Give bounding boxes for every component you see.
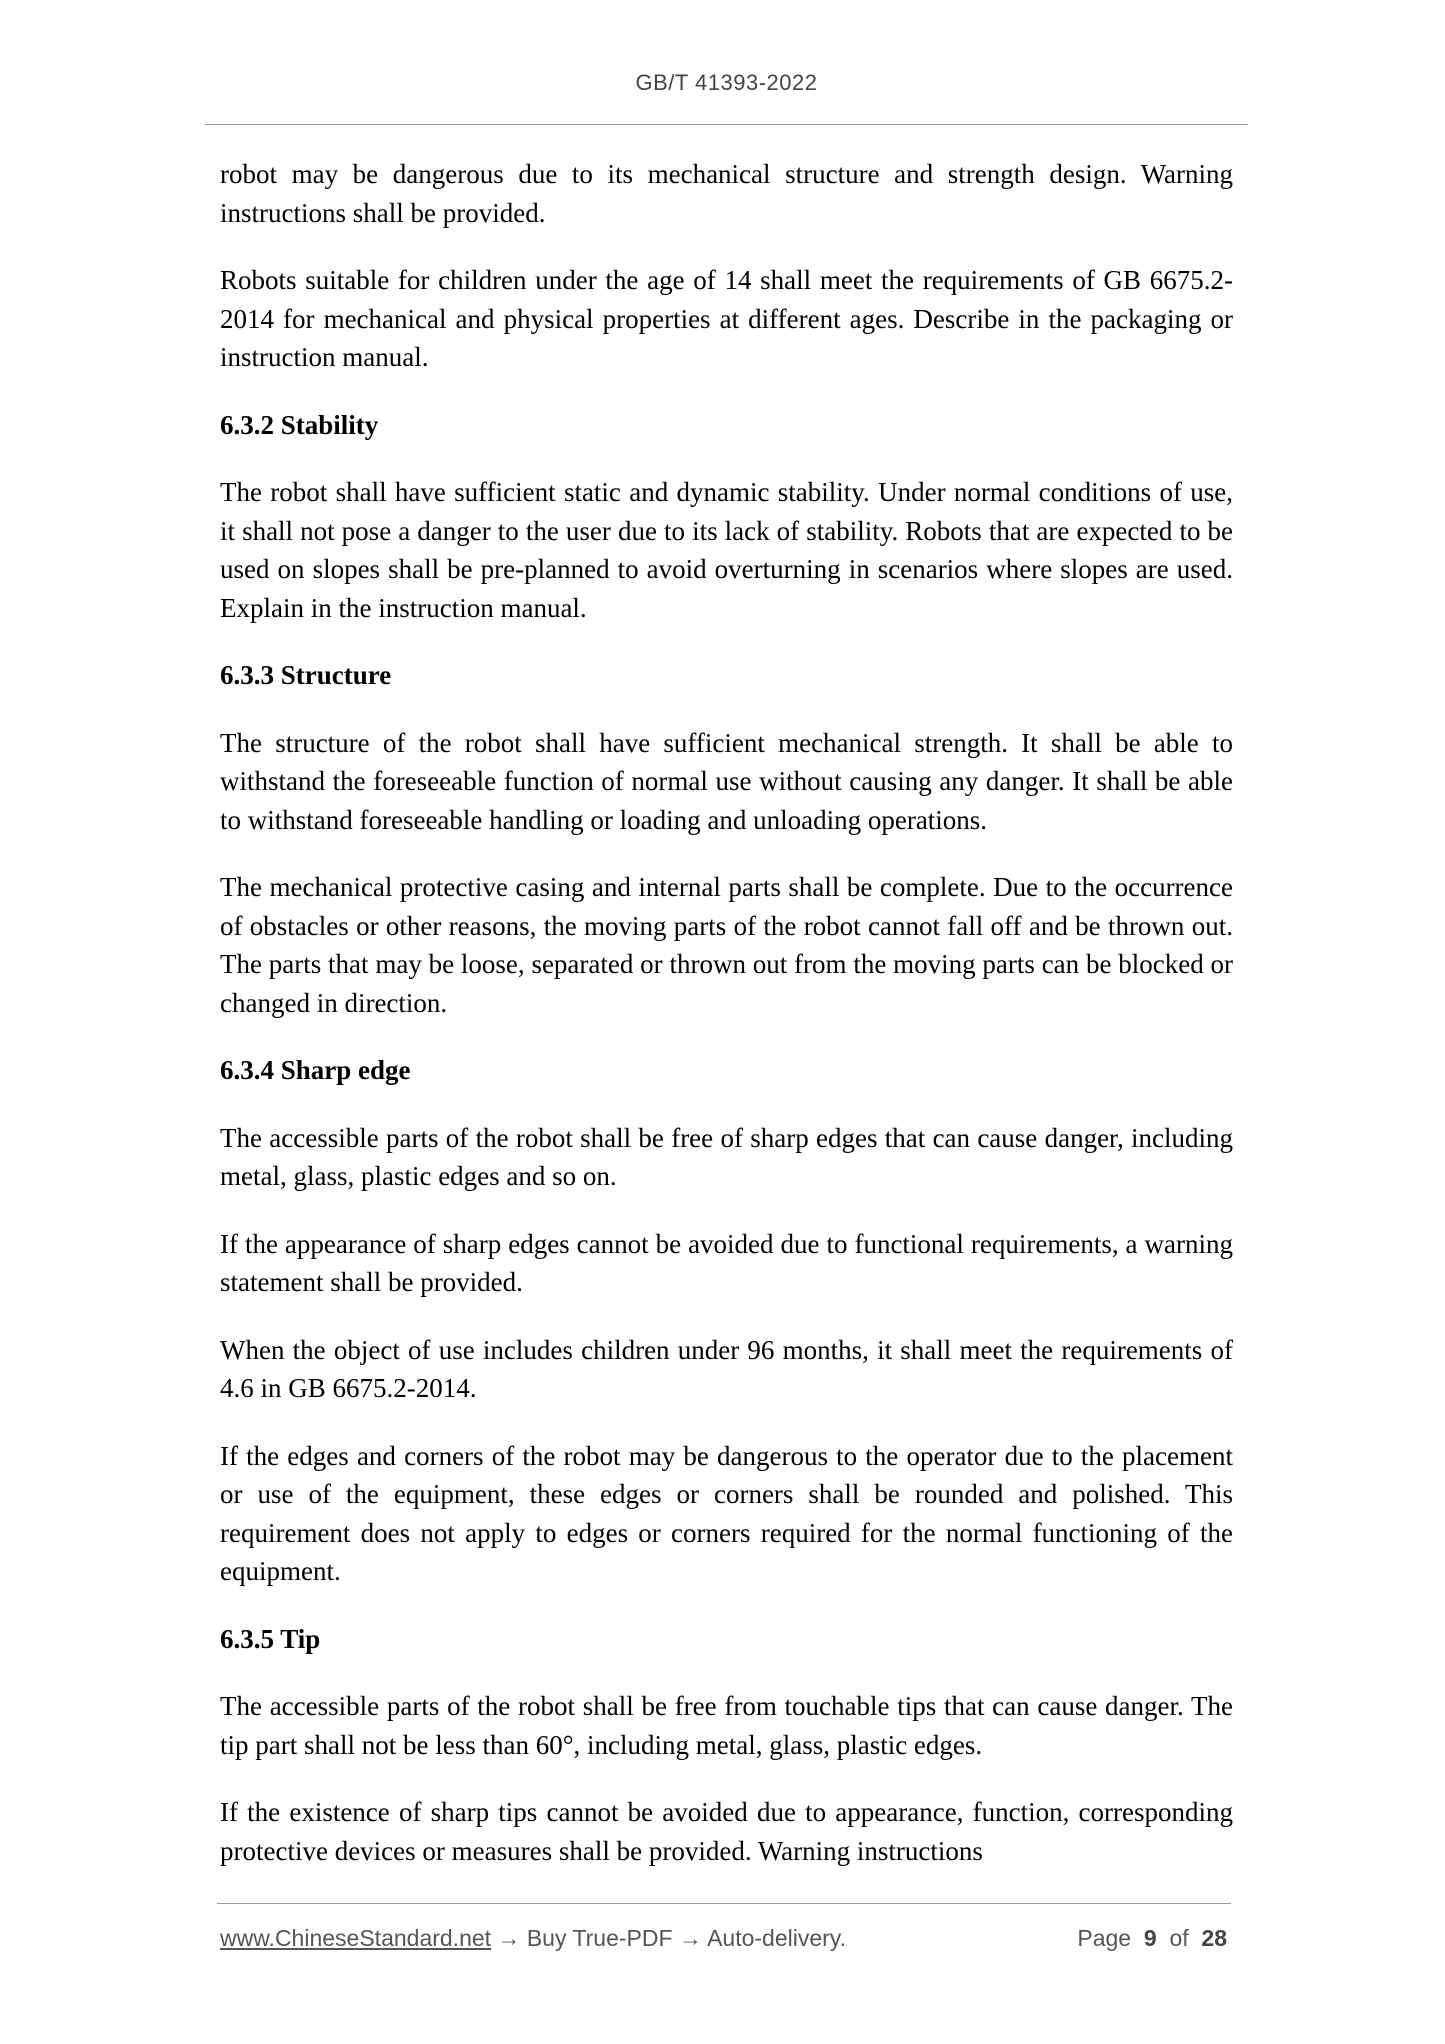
paragraph: The robot shall have sufficient static and dynamic stability. Under normal conditions of use, it shall not pose a danger to the user due to its lack of stability. Robots that are expected to be used on slopes shall be pre-planned to avoid overturning in scenarios where slopes are used. Explain in the instruction manual. [220,477,1233,623]
section-heading-stability: 6.3.2 Stability [220,409,379,440]
section-heading-sharp-edge: 6.3.4 Sharp edge [220,1055,411,1085]
page-label: Page [1077,1925,1132,1951]
buy-pdf-text: Buy True-PDF [526,1925,673,1951]
paragraph: robot may be dangerous due to its mechanical structure and strength design. Warning instructions shall be provided. [220,159,1233,228]
header-divider [205,124,1248,125]
of-label: of [1169,1925,1189,1951]
section-heading-structure: 6.3.3 Structure [220,660,392,690]
delivery-text: Auto-delivery. [707,1925,846,1951]
footer-promo [220,1925,846,1952]
paragraph: The structure of the robot shall have sufficient mechanical strength. It shall be able to withstand the foreseeable function of normal use without causing any danger. It shall be able to withstand foreseeable handling or loading and unloading operations. [220,727,1233,835]
footer-divider [217,1903,1231,1904]
page-number [1077,1925,1227,1952]
total-pages: 28 [1201,1925,1227,1951]
current-page: 9 [1143,1925,1157,1951]
paragraph: The accessible parts of the robot shall be free from touchable tips that can cause danger. The tip part shall not be less than 60°, including metal, glass, plastic edges. [220,1691,1233,1760]
arrow-right-icon: → [678,1925,702,1951]
running-header: GB/T 41393-2022 [635,70,818,95]
paragraph: When the object of use includes children under 96 months, it shall meet the requirements of 4.6 in GB 6675.2-2014. [220,1334,1233,1403]
page-body [220,155,1233,1899]
website-link[interactable]: www.ChineseStandard.net [220,1925,492,1951]
paragraph: The accessible parts of the robot shall be free of sharp edges that can cause danger, including metal, glass, plastic edges and so on. [220,1122,1233,1191]
paragraph: Robots suitable for children under the age of 14 shall meet the requirements of GB 6675.2-2014 for mechanical and physical properties at different ages. Describe in the packaging or instruction manual. [220,265,1233,372]
paragraph: If the appearance of sharp edges cannot be avoided due to functional requirements, a warning statement shall be provided. [220,1228,1233,1297]
paragraph: If the edges and corners of the robot may be dangerous to the operator due to the placement or use of the equipment, these edges or corners shall be rounded and polished. This requirement does not apply to edges or corners required for the normal functioning of the equipment. [220,1440,1233,1586]
paragraph: If the existence of sharp tips cannot be avoided due to appearance, function, corresponding protective devices or measures shall be provided. Warning instructions [220,1797,1233,1866]
section-heading-tip: 6.3.5 Tip [220,1623,321,1654]
arrow-right-icon: → [497,1925,521,1951]
paragraph: The mechanical protective casing and internal parts shall be complete. Due to the occurrence of obstacles or other reasons, the moving parts of the robot cannot fall off and be thrown out. The parts that may be loose, separated or thrown out from the moving parts can be blocked or changed in direction. [220,872,1233,1018]
